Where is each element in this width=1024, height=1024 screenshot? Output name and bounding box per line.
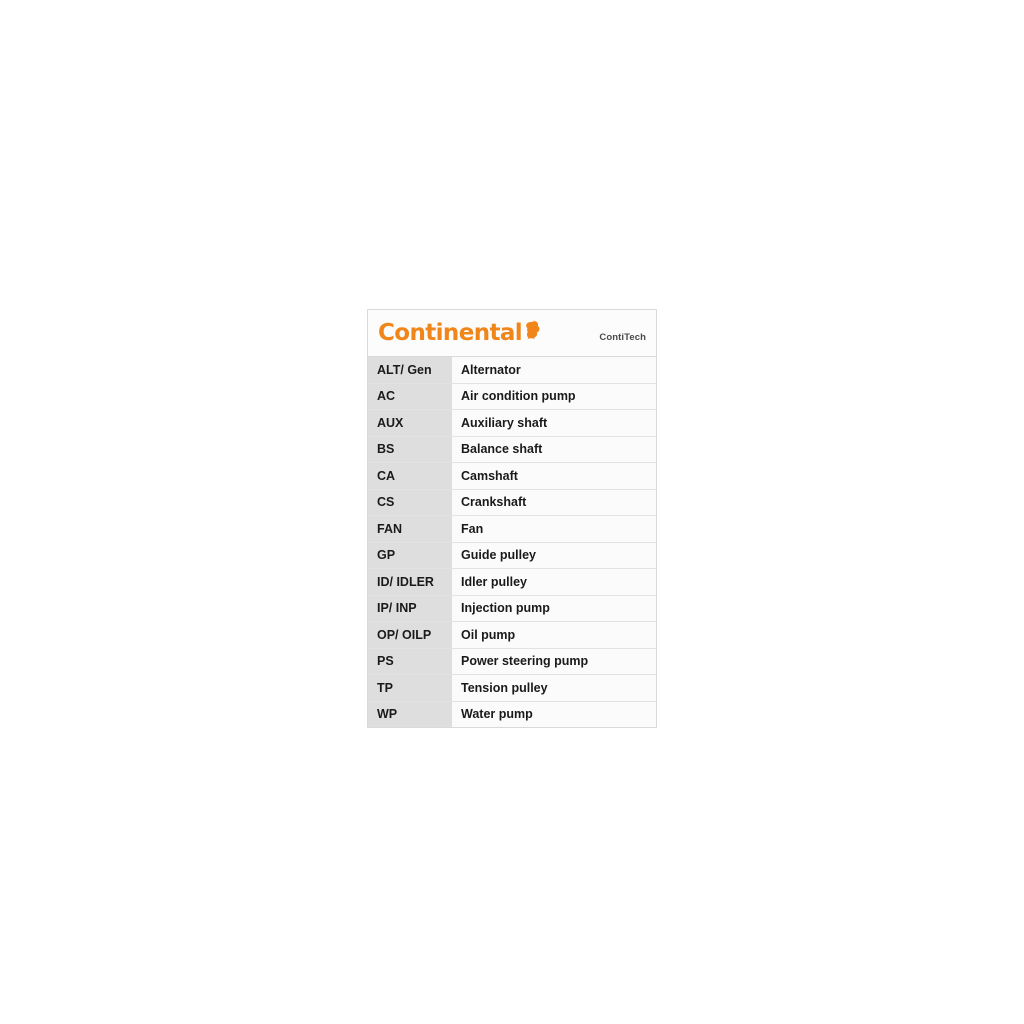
prancing-horse-icon xyxy=(523,319,541,341)
table-row xyxy=(368,436,656,463)
abbreviation-cell: GP xyxy=(368,542,452,569)
table-row xyxy=(368,489,656,516)
table-row xyxy=(368,357,656,383)
description-cell: Fan xyxy=(452,516,656,543)
table-row xyxy=(368,463,656,490)
abbreviation-cell: CA xyxy=(368,463,452,490)
table-row xyxy=(368,622,656,649)
description-cell: Crankshaft xyxy=(452,489,656,516)
description-cell: Auxiliary shaft xyxy=(452,410,656,437)
description-cell: Injection pump xyxy=(452,595,656,622)
legend-table xyxy=(368,357,656,727)
table-row xyxy=(368,675,656,702)
description-cell: Oil pump xyxy=(452,622,656,649)
description-cell: Water pump xyxy=(452,701,656,727)
abbreviation-cell: PS xyxy=(368,648,452,675)
abbreviation-cell: ALT/ Gen xyxy=(368,357,452,383)
abbreviation-legend-card xyxy=(367,309,657,728)
table-row xyxy=(368,542,656,569)
abbreviation-cell: BS xyxy=(368,436,452,463)
abbreviation-cell: OP/ OILP xyxy=(368,622,452,649)
abbreviation-cell: WP xyxy=(368,701,452,727)
description-cell: Balance shaft xyxy=(452,436,656,463)
brand-logo xyxy=(378,319,541,346)
brand-header xyxy=(368,310,656,357)
description-cell: Idler pulley xyxy=(452,569,656,596)
description-cell: Camshaft xyxy=(452,463,656,490)
abbreviation-cell: TP xyxy=(368,675,452,702)
description-cell: Alternator xyxy=(452,357,656,383)
table-row xyxy=(368,569,656,596)
abbreviation-cell: IP/ INP xyxy=(368,595,452,622)
description-cell: Power steering pump xyxy=(452,648,656,675)
abbreviation-cell: AC xyxy=(368,383,452,410)
abbreviation-cell: CS xyxy=(368,489,452,516)
description-cell: Air condition pump xyxy=(452,383,656,410)
table-row xyxy=(368,701,656,727)
abbreviation-cell: AUX xyxy=(368,410,452,437)
abbreviation-cell: FAN xyxy=(368,516,452,543)
abbreviation-cell: ID/ IDLER xyxy=(368,569,452,596)
table-row xyxy=(368,648,656,675)
description-cell: Guide pulley xyxy=(452,542,656,569)
table-row xyxy=(368,595,656,622)
table-row xyxy=(368,516,656,543)
brand-wordmark: Continental xyxy=(378,319,523,346)
sub-brand-label: ContiTech xyxy=(599,332,646,343)
table-row xyxy=(368,410,656,437)
description-cell: Tension pulley xyxy=(452,675,656,702)
table-row xyxy=(368,383,656,410)
